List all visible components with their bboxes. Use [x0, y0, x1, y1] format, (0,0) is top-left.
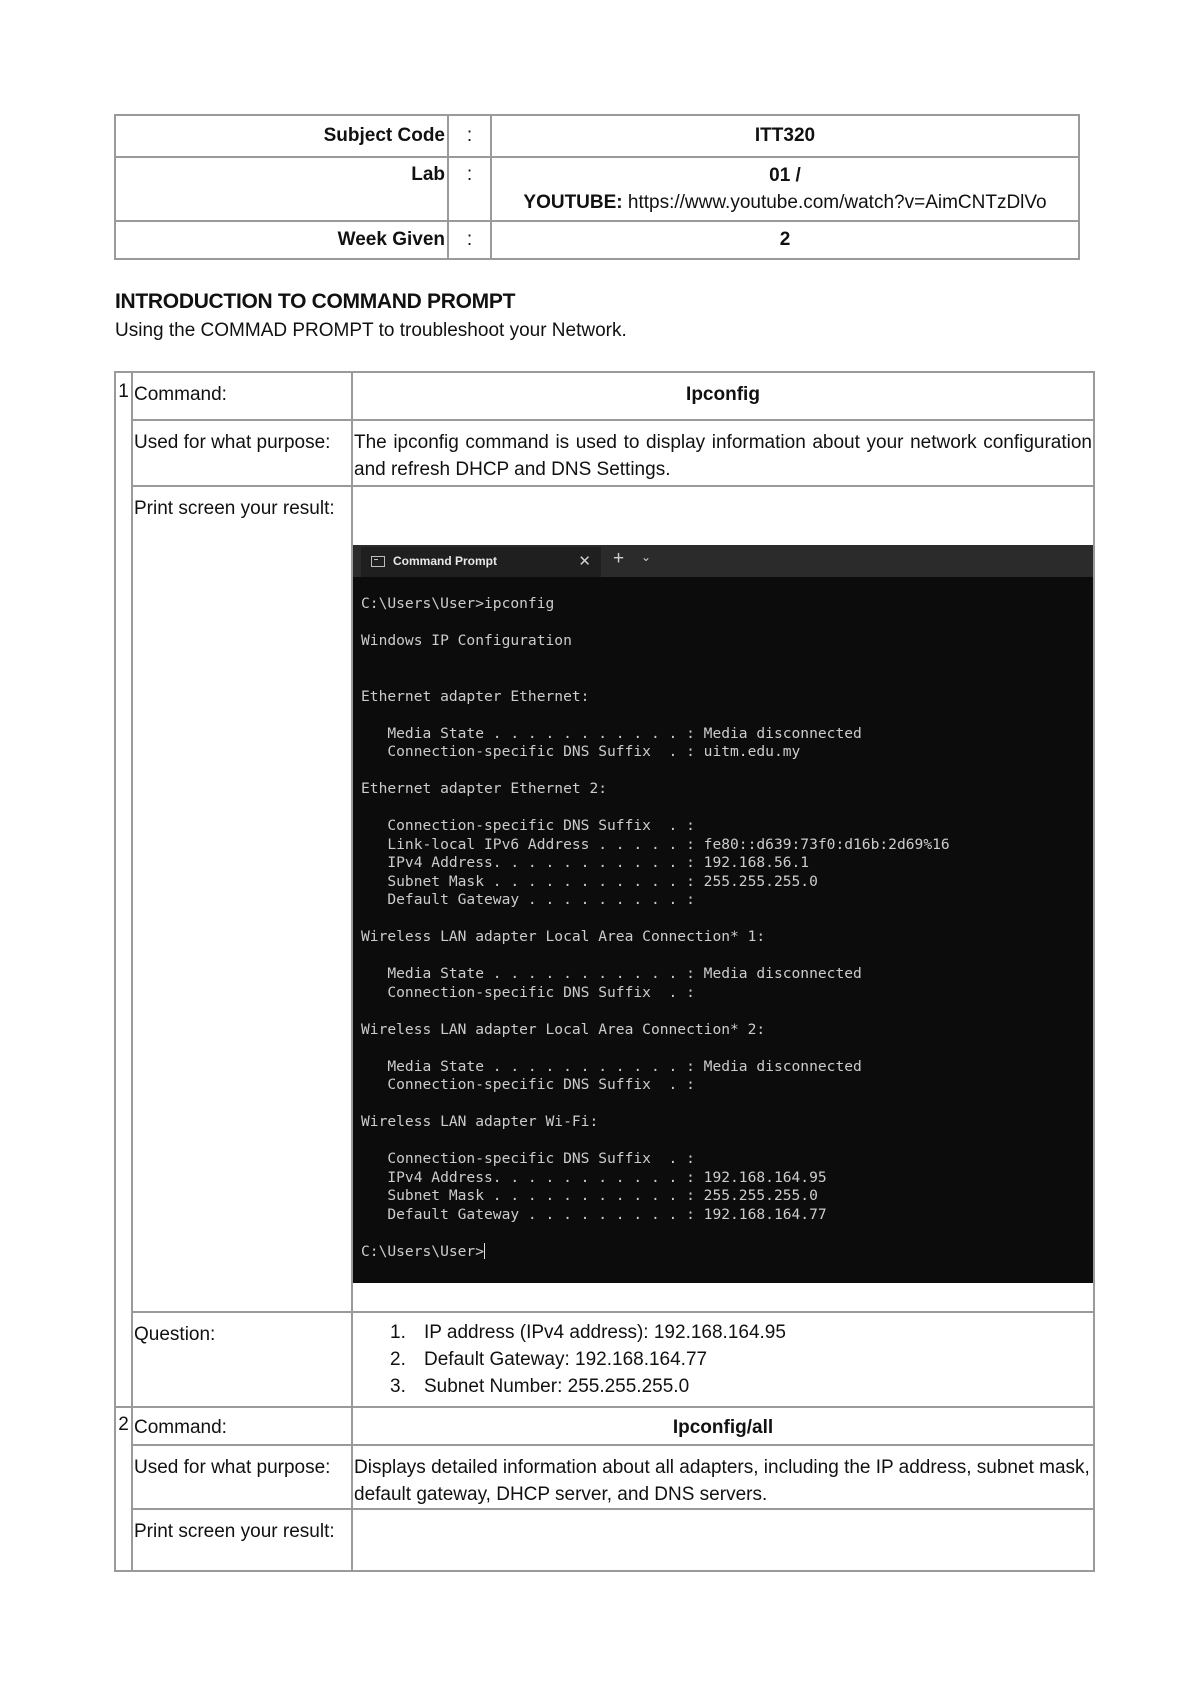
youtube-link[interactable]: https://www.youtube.com/watch?v=AimCNTzDlVo [627, 192, 1047, 213]
lab-value: 01 / [769, 165, 801, 186]
chevron-down-icon: ⌄ [641, 550, 652, 564]
terminal-line: Connection-specific DNS Suffix . : [361, 983, 695, 1001]
terminal-line: Windows IP Configuration [361, 632, 572, 649]
terminal-line [361, 799, 1085, 818]
command-value: Ipconfig [352, 372, 1094, 420]
print-screen-cell [352, 486, 1094, 1312]
terminal-line: Default Gateway . . . . . . . . . : 192.168.164.77 [361, 1205, 827, 1223]
answer-item [354, 1319, 1092, 1346]
youtube-line [494, 189, 1076, 216]
command-label: Command: [132, 1407, 352, 1445]
answer-text: Default Gateway: 192.168.164.77 [424, 1349, 708, 1370]
terminal-line: Ethernet adapter Ethernet 2: [361, 780, 608, 797]
lab-header-table [114, 114, 1080, 260]
terminal-line: Connection-specific DNS Suffix . : [361, 1076, 695, 1093]
terminal-line: Wireless LAN adapter Wi-Fi: [361, 1113, 599, 1130]
command-prompt-screenshot [353, 545, 1093, 1283]
terminal-line: Media State . . . . . . . . . . . : Media disconnected [361, 1057, 862, 1075]
separator: : [448, 157, 491, 221]
terminal-line: Link-local IPv6 Address . . . . . : fe80::d639:73f0:d16b:2d69%16 [361, 835, 950, 853]
document-subtitle: Using the COMMAD PROMPT to troubleshoot your Network. [115, 320, 627, 341]
terminal-line: C:\Users\User> [361, 1242, 485, 1260]
question-label: Question: [132, 1312, 352, 1407]
week-given-label: Week Given [115, 221, 448, 259]
terminal-title-bar [353, 545, 1093, 577]
lab-value-cell [491, 157, 1079, 221]
terminal-line [361, 910, 1085, 929]
terminal-line [361, 1002, 1085, 1021]
answer-text: IP address (IPv4 address): 192.168.164.95 [424, 1322, 786, 1343]
terminal-line: IPv4 Address. . . . . . . . . . . : 192.168.164.95 [361, 1168, 827, 1186]
item-number: 2 [115, 1407, 132, 1571]
terminal-line: IPv4 Address. . . . . . . . . . . : 192.168.56.1 [361, 854, 810, 871]
terminal-line: Ethernet adapter Ethernet: [361, 687, 590, 705]
terminal-line [361, 762, 1085, 781]
youtube-label: YOUTUBE: [523, 192, 623, 213]
terminal-line [361, 1039, 1085, 1058]
item-number: 1 [115, 372, 132, 1407]
terminal-line: Subnet Mask . . . . . . . . . . . : 255.255.255.0 [361, 872, 818, 890]
terminal-line [361, 651, 1085, 670]
answer-item [354, 1346, 1092, 1373]
terminal-line: Media State . . . . . . . . . . . : Media disconnected [361, 724, 862, 742]
answer-number: 3. [390, 1376, 406, 1397]
terminal-line [361, 1095, 1085, 1114]
text-cursor [484, 1243, 485, 1259]
purpose-text: Displays detailed information about all adapters, including the IP address, subnet mask, default gateway, DHCP server, and DNS servers. [352, 1445, 1094, 1509]
close-icon: ✕ [578, 553, 591, 570]
terminal-line: Media State . . . . . . . . . . . : Media disconnected [361, 965, 862, 982]
subject-code-value: ITT320 [491, 115, 1079, 157]
answer-item [354, 1373, 1092, 1400]
terminal-line: C:\Users\User>ipconfig [361, 595, 555, 612]
terminal-line [361, 1224, 1085, 1243]
terminal-line: Connection-specific DNS Suffix . : [361, 1150, 695, 1167]
terminal-line [361, 706, 1085, 725]
command-value: Ipconfig/all [352, 1407, 1094, 1445]
terminal-line: Wireless LAN adapter Local Area Connection* 2: [361, 1020, 766, 1038]
terminal-tab-title: Command Prompt [393, 554, 498, 568]
print-screen-label: Print screen your result: [132, 486, 352, 1312]
terminal-tab [361, 547, 601, 577]
lab-label: Lab [115, 157, 448, 221]
terminal-output [353, 577, 1093, 1283]
terminal-line: Default Gateway . . . . . . . . . : [361, 891, 695, 908]
document-title: INTRODUCTION TO COMMAND PROMPT [115, 290, 516, 313]
terminal-line: Subnet Mask . . . . . . . . . . . : 255.255.255.0 [361, 1187, 818, 1204]
subject-code-label: Subject Code [115, 115, 448, 157]
terminal-line [361, 947, 1085, 966]
terminal-line: Wireless LAN adapter Local Area Connection* 1: [361, 928, 766, 945]
answer-text: Subnet Number: 255.255.255.0 [424, 1376, 690, 1397]
terminal-line: Connection-specific DNS Suffix . : uitm.edu.my [361, 743, 801, 760]
purpose-label: Used for what purpose: [132, 420, 352, 486]
separator: : [448, 221, 491, 259]
answer-number: 1. [390, 1322, 406, 1343]
terminal-line [361, 669, 1085, 688]
answer-list [354, 1319, 1092, 1406]
question-answers [352, 1312, 1094, 1407]
command-prompt-icon [371, 556, 385, 567]
new-tab-icon: + [613, 548, 625, 569]
terminal-line [361, 1132, 1085, 1151]
answer-number: 2. [390, 1349, 406, 1370]
print-screen-label: Print screen your result: [132, 1509, 352, 1571]
lab-tasks-table [114, 371, 1095, 1572]
week-given-value: 2 [491, 221, 1079, 259]
terminal-line [361, 614, 1085, 633]
print-screen-cell [352, 1509, 1094, 1571]
separator: : [448, 115, 491, 157]
command-label: Command: [132, 372, 352, 420]
terminal-line: Connection-specific DNS Suffix . : [361, 817, 695, 834]
purpose-text: The ipconfig command is used to display information about your network configuration and refresh DHCP and DNS Settings. [352, 420, 1094, 486]
purpose-label: Used for what purpose: [132, 1445, 352, 1509]
